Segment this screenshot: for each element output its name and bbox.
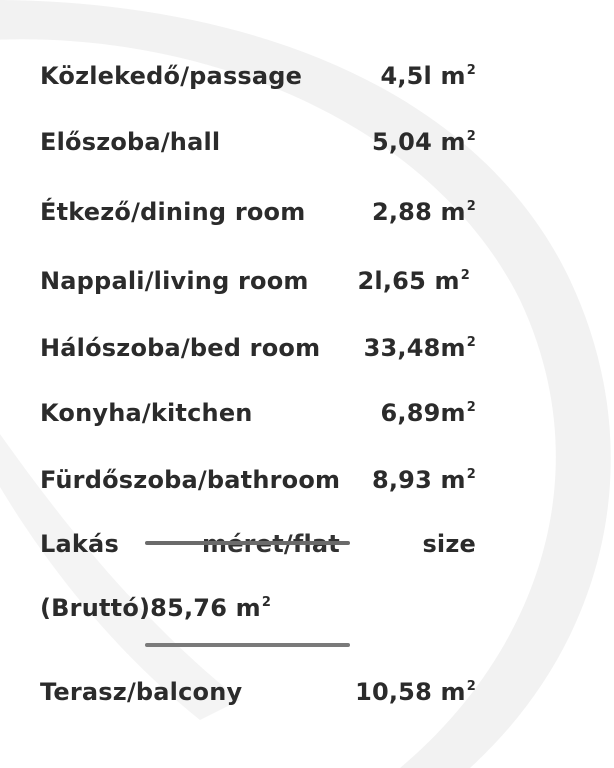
room-area: 2,88 $m^2$ xyxy=(371,198,476,226)
room-label: Előszoba/hall xyxy=(40,128,221,156)
room-area: 4,5l $m^2$ xyxy=(380,62,476,90)
flat-gross-size-row xyxy=(40,588,480,628)
room-row-living-room xyxy=(40,261,480,301)
room-row-hall xyxy=(40,122,480,162)
room-label: Fürdőszoba/bathroom xyxy=(40,466,341,494)
room-label: Konyha/kitchen xyxy=(40,399,253,427)
room-area: 2l,65 $m^2$ xyxy=(357,267,470,295)
terrace-label: Terasz/balcony xyxy=(40,678,243,706)
room-label: Közlekedő/passage xyxy=(40,62,303,90)
flat-word-lakas: Lakás xyxy=(40,530,119,558)
room-area: 8,93 $m^2$ xyxy=(371,466,476,494)
room-label: Nappali/living room xyxy=(40,267,309,295)
room-label: Hálószoba/bed room xyxy=(40,334,321,362)
room-row-dining-room xyxy=(40,192,480,232)
room-area: $6,89m^2$ xyxy=(380,399,476,427)
room-label: Étkező/dining room xyxy=(40,198,306,226)
room-row-bed-room xyxy=(40,328,480,368)
flat-gross-area: (Bruttó)85,76 $m^2$ xyxy=(40,594,272,622)
flat-word-size: size xyxy=(422,530,476,558)
room-area: 5,04 $m^2$ xyxy=(371,128,476,156)
room-row-bathroom xyxy=(40,460,480,500)
terrace-area: 10,58 $m^2$ xyxy=(355,678,476,706)
room-area: $33,48m^2$ xyxy=(363,334,476,362)
terrace-row xyxy=(40,672,480,712)
strikethrough-line xyxy=(145,541,350,545)
room-row-kitchen xyxy=(40,393,480,433)
divider-line xyxy=(145,643,350,647)
room-row-passage xyxy=(40,56,480,96)
